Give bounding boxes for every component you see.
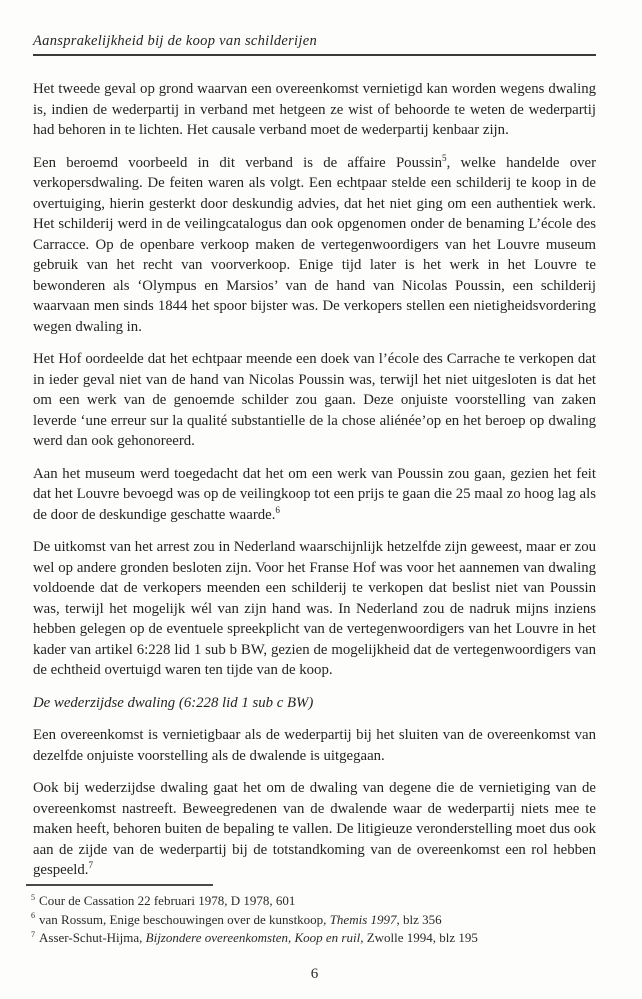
footnote-text: Cour de Cassation 22 februari 1978, D 1978, 601 — [39, 893, 296, 908]
section-heading — [33, 693, 596, 714]
page-content — [33, 33, 596, 893]
body-text — [33, 79, 596, 881]
paragraph-text: Ook bij wederzijdse dwaling gaat het om de dwaling van degene die de vernietiging van de overeenkomst nastreeft. Beweegredenen van de dwalende waar de wederpartij niets mee te maken heeft, behoren buiten de bepaling te vallen. De litigieuze veronderstelling moet dus ook aan de zijde van de wederpartij bij de totstandkoming van de overeenkomst een rol hebben gespeeld. — [33, 780, 596, 878]
footnote-ref-5: 5 — [442, 152, 447, 163]
footnote-ref-6: 6 — [275, 504, 280, 515]
footnote-ref-7: 7 — [88, 860, 94, 871]
page-number: 6 — [310, 966, 319, 982]
running-header — [33, 33, 596, 56]
paragraph-vernietigbaar — [33, 725, 596, 766]
footnote-6 — [26, 911, 596, 930]
footnote-marker-5: 5 — [31, 892, 36, 902]
paragraph-text: Het tweede geval op grond waarvan een overeenkomst vernietigd kan worden wegens dwaling is, indien de wederpartij in verband met hetgeen ze wist of behoorde te weten de wederpartij had behoren in te lichten. Het causale verband moet de wederpartij kenbaar zijn. — [33, 81, 596, 138]
footnote-text: , blz 356 — [396, 911, 442, 927]
paragraph-wederzijdse-dwaling — [33, 778, 596, 881]
footnotes-section — [26, 884, 596, 948]
footnote-text: Asser-Schut-Hijma, — [39, 930, 146, 945]
paragraph-museum-prijs — [33, 464, 596, 526]
footnote-5 — [26, 892, 596, 911]
footnote-text-italic: Bijzondere overeenkomsten, Koop en ruil — [145, 930, 361, 945]
paragraph-text: Een overeenkomst is vernietigbaar als de wederpartij bij het sluiten van de overeenkomst van dezelfde onjuiste voorstelling als de dwalende is uitgegaan. — [33, 727, 596, 764]
footnote-text: , Zwolle 1994, blz 195 — [360, 930, 478, 945]
paragraph-text: Aan het museum werd toegedacht dat het om een werk van Poussin zou gaan, gezien het feit dat het Louvre bevoegd was op de veilingkoop tot een prijs te gaan die 25 maal zo hoog lag als de door de deskundige geschatte waarde. — [33, 465, 596, 523]
footnote-7 — [26, 929, 596, 948]
paragraph-text: De uitkomst van het arrest zou in Nederland waarschijnlijk hetzelfde zijn geweest, maar er zou wel op andere gronden besloten zijn. Voor het Franse Hof was voor het aannemen van dwaling voldoende dat de verkopers meenden een schilderij te verkopen dat beslist niet van Poussin was, terwijl het mogelijk wél van zijn hand was. In Nederland zou de nadruk mijns inziens hebben gelegen op de eventuele spreekplicht van de vertegenwoordigers van het Louvre in het kader van artikel 6:228 lid 1 sub b BW, gezien de mogelijkheid dat de vertegenwoordigers van de echtheid overtuigd waren ten tijde van de koop. — [33, 539, 596, 678]
footnote-marker-7: 7 — [31, 929, 36, 939]
footnote-marker-6: 6 — [31, 911, 36, 921]
paragraph-hof-oordeel — [33, 349, 596, 452]
running-header-title: Aansprakelijkheid bij de koop van schilderijen — [33, 33, 317, 49]
paragraph-poussin-affair — [33, 153, 596, 338]
section-heading-text: De wederzijdse dwaling (6:228 lid 1 sub c BW) — [33, 694, 314, 711]
footnote-text-italic: Themis 1997 — [329, 911, 397, 927]
paragraph-dwaling-intro — [33, 79, 596, 141]
footnote-text: van Rossum, Enige beschouwingen over de kunstkoop, — [39, 911, 330, 927]
paragraph-text: Een beroemd voorbeeld in dit verband is de affaire Poussin — [33, 154, 443, 171]
paragraph-text: , welke handelde over verkopersdwaling. De feiten waren als volgt. Een echtpaar stelde een schilderij te koop in de overtuiging, hierin gesterkt door deskundig advies, dat het niet ging om een authentiek werk. Het schilderij werd in de veilingcatalogus dan ook opgenomen onder de benaming L’école des Carracce. Op de openbare verkoop maken de vertegenwoordigers van het Louvre museum gebruik van het recht van voorverkoop. Enige tijd later is het werk in het Louvre te bewonderen als ‘Olympus en Marsios’ van de hand van Nicolas Poussin, een schilderij waarvaan men sinds 1844 het spoor bijster was. De verkopers stellen een nietigheidsvordering wegen dwaling in. — [33, 154, 597, 335]
footnote-separator — [26, 884, 213, 886]
paragraph-text: Het Hof oordeelde dat het echtpaar meende een doek van l’école des Carrache te verkopen dat in ieder geval niet van de hand van Nicolas Poussin was, terwijl het niet uitgesloten is dat het om een werk van de genoemde schilder zou gaan. Deze onjuiste voorstelling van zaken leverde ‘une erreur sur la qualité substantielle de la chose aliénée’op en het beroep op dwaling werd dan ook gehonoreerd. — [33, 351, 596, 449]
paragraph-uitkomst-nederland — [33, 537, 596, 681]
